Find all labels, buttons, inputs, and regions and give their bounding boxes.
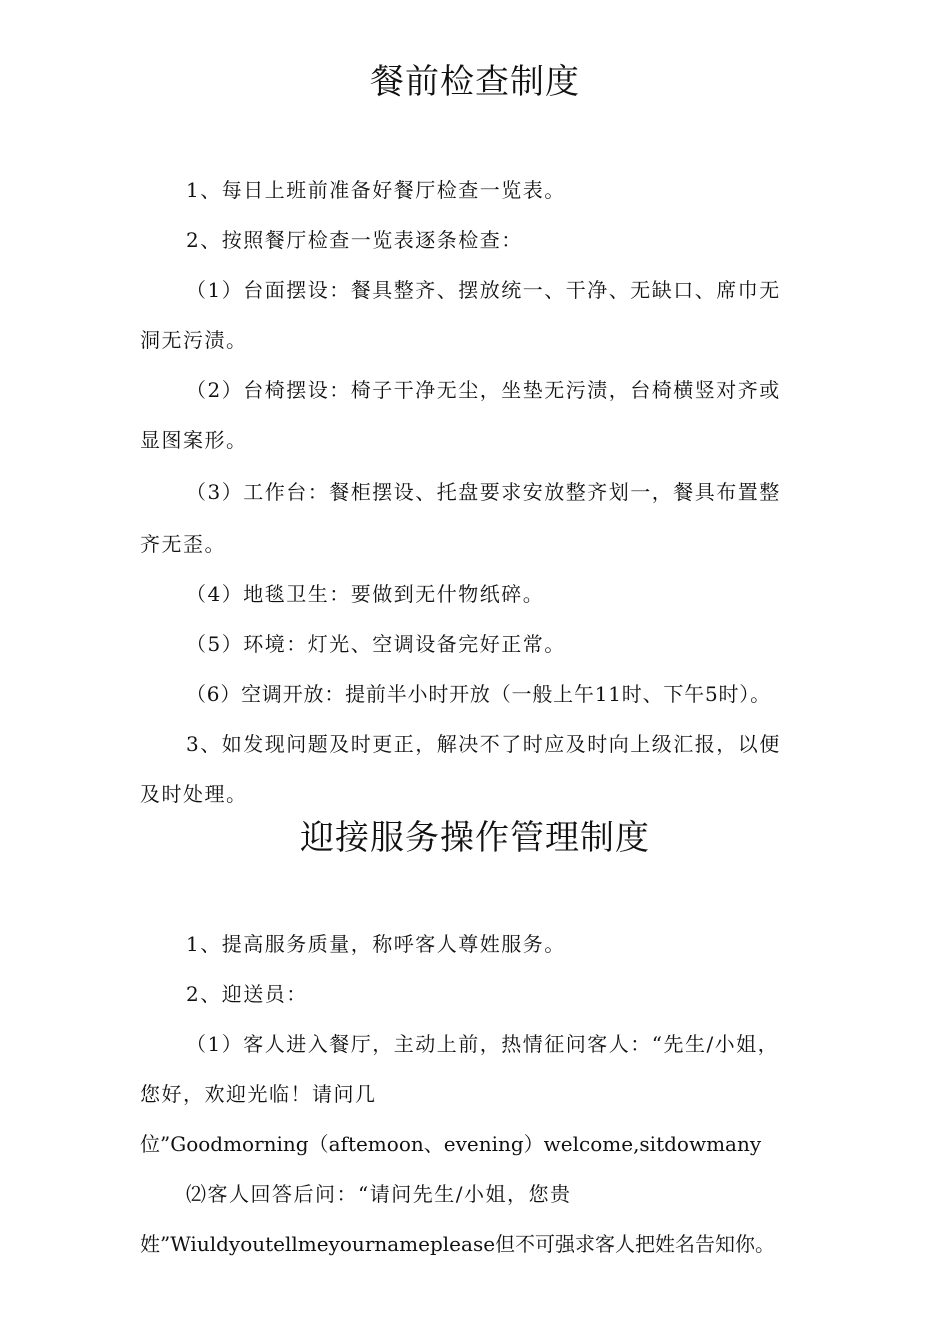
paragraph-line: 1、提高服务质量，称呼客人尊姓服务。 bbox=[186, 932, 566, 956]
paragraph-line: 3、如发现问题及时更正，解决不了时应及时向上级汇报，以便 bbox=[186, 732, 781, 756]
paragraph-line: （4）地毯卫生：要做到无什物纸碎。 bbox=[186, 582, 545, 606]
paragraph-line: 位”Goodmorning（aftemoon、evening）welcome,sitdowmany bbox=[140, 1132, 762, 1156]
paragraph-line: 2、迎送员： bbox=[186, 982, 308, 1006]
section-title-reception-service: 迎接服务操作管理制度 bbox=[300, 818, 650, 858]
paragraph-line: 1、每日上班前准备好餐厅检查一览表。 bbox=[186, 178, 566, 202]
paragraph-line: （1）客人进入餐厅，主动上前，热情征问客人：“先生/小姐， bbox=[186, 1032, 780, 1056]
paragraph-line: （1）台面摆设：餐具整齐、摆放统一、干净、无缺口、席巾无 bbox=[186, 278, 781, 302]
paragraph-line: （2）台椅摆设：椅子干净无尘，坐垫无污渍，台椅横竖对齐或 bbox=[186, 378, 781, 402]
paragraph-line: ⑵客人回答后问：“请问先生/小姐，您贵 bbox=[186, 1182, 572, 1206]
section-title-pre-meal-inspection: 餐前检查制度 bbox=[370, 62, 580, 102]
paragraph-line: 您好，欢迎光临！请问几 bbox=[140, 1082, 377, 1106]
paragraph-line: 洞无污渍。 bbox=[140, 328, 248, 352]
paragraph-line: （5）环境：灯光、空调设备完好正常。 bbox=[186, 632, 566, 656]
paragraph-line: （3）工作台：餐柜摆设、托盘要求安放整齐划一，餐具布置整 bbox=[186, 480, 781, 504]
paragraph-line: 显图案形。 bbox=[140, 428, 248, 452]
paragraph-line: 齐无歪。 bbox=[140, 532, 226, 556]
paragraph-line: （6）空调开放：提前半小时开放（一般上午11时、下午5时）。 bbox=[186, 682, 771, 706]
paragraph-line: 姓”Wiuldyoutellmeyournameplease但不可强求客人把姓名告知你。 bbox=[140, 1232, 776, 1256]
paragraph-line: 及时处理。 bbox=[140, 782, 248, 806]
paragraph-line: 2、按照餐厅检查一览表逐条检查： bbox=[186, 228, 523, 252]
